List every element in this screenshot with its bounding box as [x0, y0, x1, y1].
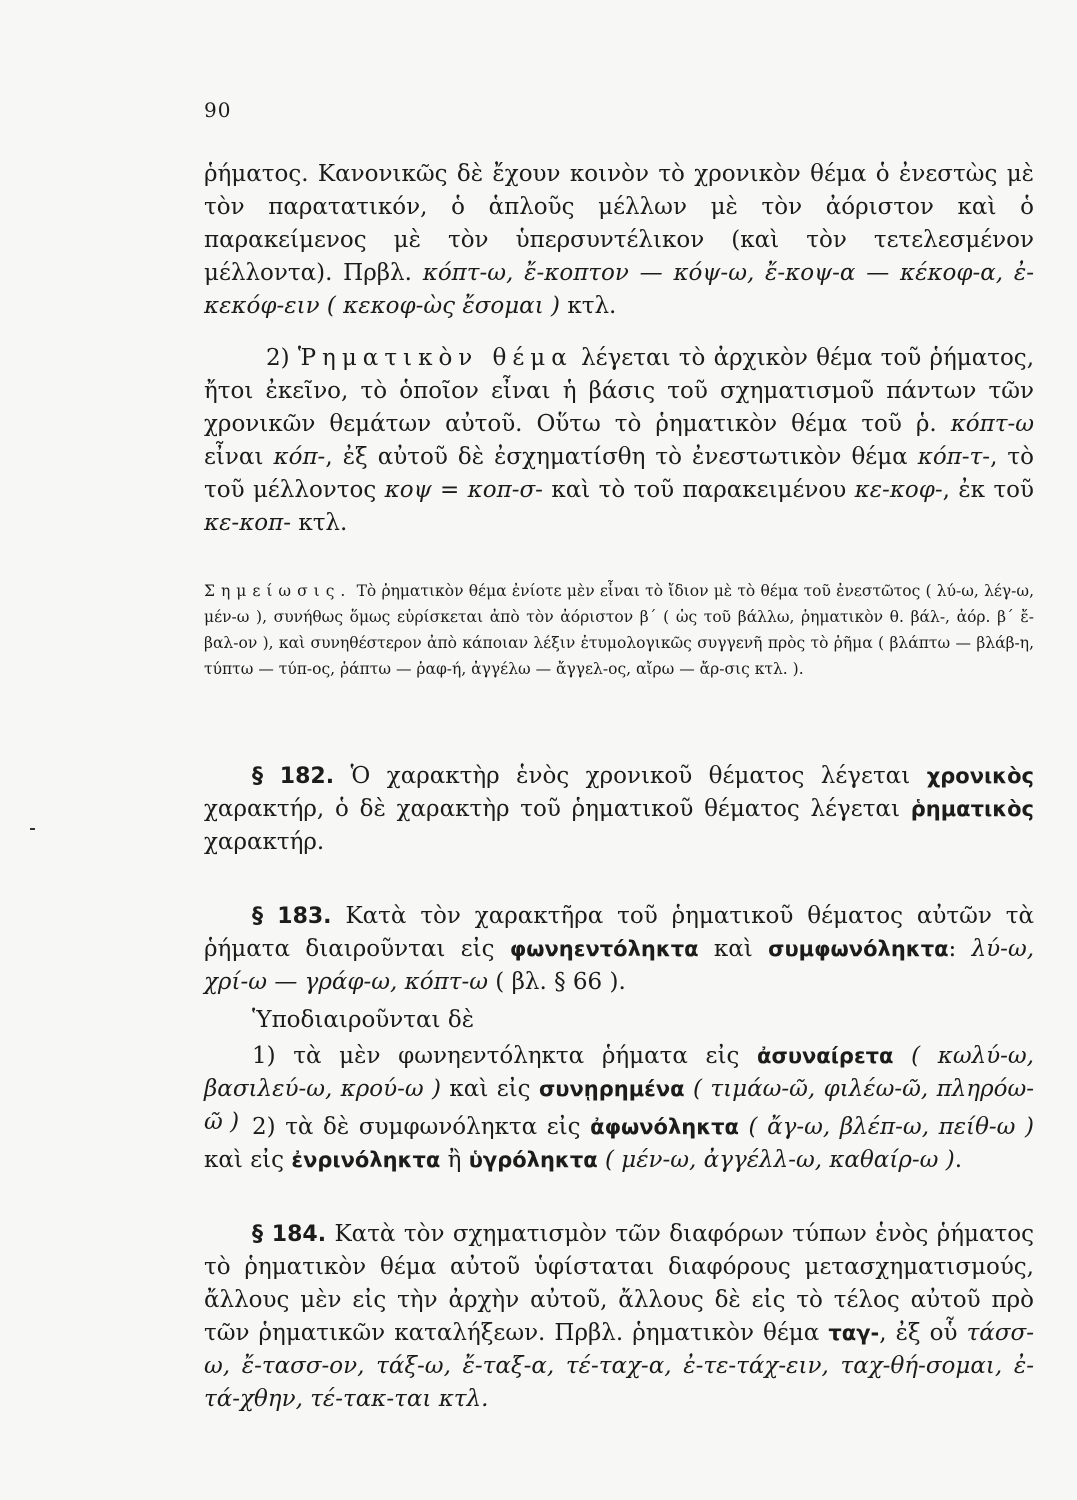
- example-form: κόπ-τ-: [917, 444, 991, 470]
- text-part: χαρακτήρ, ὁ δὲ χαρακτὴρ τοῦ ῥηματικοῦ θέματος λέγεται: [204, 796, 911, 822]
- text-part: καὶ εἰς: [441, 1076, 539, 1102]
- bold-term: συμφωνόληκτα: [768, 937, 949, 961]
- paragraph-chronikon-thema: [204, 158, 1034, 323]
- bold-term: φωνηεντόληκτα: [509, 937, 699, 961]
- example-forms: ( μέν-ω, ἀγγέλλ-ω, καθαίρ-ω ): [597, 1147, 955, 1173]
- example-form: κε-κοπ-: [204, 510, 292, 536]
- section-number: § 183.: [252, 904, 332, 929]
- bold-term: συνῃρημένα: [538, 1077, 685, 1101]
- note-semeiosis: [204, 578, 1034, 682]
- text-part: ἢ: [440, 1147, 469, 1173]
- list-item-2: [204, 1111, 1034, 1177]
- section-184: [204, 1218, 1034, 1416]
- text-part: καὶ: [698, 936, 769, 962]
- section-number: § 182.: [252, 764, 335, 789]
- page-number: 90: [204, 98, 232, 122]
- text-part: κτλ.: [291, 510, 348, 536]
- example-forms: τάσσ-ω, ἔ-τασσ-ον, τάξ-ω, ἔ-ταξ-α, τέ-ταχ-α, ἐ-τε-τάχ-ειν, ταχ-θή-σομαι, ἐ-τά-χθην, τέ-τακ-ται κτλ.: [204, 1320, 1034, 1412]
- example-form: κε-κοφ-: [854, 477, 943, 503]
- bold-term: ἀφωνόληκτα: [590, 1115, 739, 1139]
- text-part: ( βλ. § 66 ).: [487, 969, 626, 995]
- text-part: καὶ τὸ τοῦ παρακειμένου: [542, 477, 855, 503]
- example-form: κοψ = κοπ-σ-: [384, 477, 543, 503]
- bold-term: ἀσυναίρετα: [757, 1044, 894, 1068]
- text-part: τὰ δὲ συμφωνόληκτα εἰς: [275, 1114, 591, 1140]
- text-part: , ἐκ τοῦ: [942, 477, 1034, 503]
- text-part: , ἐξ οὗ: [879, 1320, 967, 1346]
- text-part: χαρακτήρ.: [204, 829, 325, 855]
- bold-term: χρονικὸς: [926, 764, 1034, 788]
- item-number: 2): [266, 345, 290, 371]
- section-number: § 184.: [252, 1222, 327, 1247]
- bold-term: ὑγρόληκτα: [468, 1148, 598, 1172]
- margin-mark: [30, 828, 35, 830]
- bold-term: ἐνρινόληκτα: [291, 1148, 441, 1172]
- text-part: τὰ μὲν φωνηεντόληκτα ῥήματα εἰς: [275, 1043, 758, 1069]
- paragraph-rhematikon-thema: [204, 342, 1034, 540]
- example-forms: ( τιμάω-ῶ, φιλέω-ῶ, πληρόω-ῶ ): [204, 1076, 1034, 1135]
- text-part: :: [948, 936, 972, 962]
- example-forms: ( κωλύ-ω, βασιλεύ-ω, κρού-ω ): [204, 1043, 1034, 1102]
- spaced-term: Ῥηματικὸν θέμα: [297, 345, 573, 371]
- subdivision-text: Ὑποδιαιροῦνται δὲ: [252, 1007, 475, 1033]
- item-number: 2): [252, 1114, 276, 1140]
- text-part: Ὁ χαρακτὴρ ἑνὸς χρονικοῦ θέματος λέγεται: [334, 763, 927, 789]
- example-forms: λύ-ω, χρί-ω — γράφ-ω, κόπτ-ω: [204, 936, 1035, 995]
- bold-term: ῥηματικὸς: [910, 797, 1034, 821]
- subdivision-line: [204, 1004, 1034, 1037]
- example-forms: ( ἄγ-ω, βλέπ-ω, πείθ-ω ): [738, 1114, 1035, 1140]
- text-part: .: [954, 1147, 962, 1173]
- text-part: καὶ εἰς: [204, 1147, 292, 1173]
- text-part: , ἐξ αὐτοῦ δὲ ἐσχηματίσθη τὸ ἐνεστωτικὸν θέμα: [325, 444, 918, 470]
- paragraph-text: ῥήματος. Κανονικῶς δὲ ἔχουν κοινὸν τὸ χρονικὸν θέμα ὁ ἐνεστὼς μὲ τὸν παρατατικόν, ὁ ἁπλοῦς μέλλων μὲ τὸν ἀόριστον καὶ ὁ παρακείμενος μὲ τὸν ὑπερσυντέλικον (καὶ τὸν τετελεσμένον μέλλοντα). Πρβλ.: [204, 161, 1034, 286]
- bold-term: ταγ-: [828, 1321, 880, 1345]
- section-183: [204, 900, 1034, 999]
- note-text: Τὸ ῥηματικὸν θέμα ἐνίοτε μὲν εἶναι τὸ ἴδιον μὲ τὸ θέμα τοῦ ἐνεστῶτος ( λύ-ω, λέγ-ω, μέν-ω ), συνήθως ὅμως εὑρίσκεται ἀπὸ τὸν ἀόριστον β΄ ( ὡς τοῦ βάλλω, ῥηματικὸν θ. βάλ-, ἀόρ. β΄ ἔ-βαλ-ον ), καὶ συνηθέστερον ἀπὸ κάποιαν λέξιν ἐτυμολογικῶς συγγενῆ πρὸς τὸ ῥῆμα ( βλάπτω — βλάβ-η, τύπτω — τύπ-ος, ῥάπτω — ῥαφ-ή, ἀγγέλω — ἄγγελ-ος, αἴρω — ἄρ-σις κτλ. ).: [204, 582, 1034, 678]
- section-182: [204, 760, 1034, 859]
- paragraph-end: κτλ.: [560, 293, 617, 319]
- text-part: Κατὰ τὸν χαρακτῆρα τοῦ ῥηματικοῦ θέματος αὐτῶν τὰ ῥήματα διαιροῦνται εἰς: [204, 903, 1034, 962]
- note-label: Σημείωσις.: [204, 582, 352, 600]
- text-part: εἶναι: [204, 444, 274, 470]
- example-form: κόπ-: [273, 444, 326, 470]
- text-part: , τὸ τοῦ μέλλοντος: [204, 444, 1034, 503]
- item-number: 1): [252, 1043, 276, 1069]
- text-part: Κατὰ τὸν σχηματισμὸν τῶν διαφόρων τύπων ἑνὸς ῥήματος τὸ ῥηματικὸν θέμα αὐτοῦ ὑφίσταται διαφόρους μετασχηματισμούς, ἄλλους μὲν εἰς τὴν ἀρχὴν αὐτοῦ, ἄλλους δὲ εἰς τὸ τέλος αὐτοῦ πρὸ τῶν ῥηματικῶν καταλήξεων. Πρβλ. ῥηματικὸν θέμα: [204, 1221, 1034, 1346]
- example-forms: κόπτ-ω, ἔ-κοπτον — κόψ-ω, ἔ-κοψ-α — κέκοφ-α, ἐ-κεκόφ-ειν ( κεκοφ-ὼς ἔσομαι ): [204, 260, 1034, 319]
- example-form: κόπτ-ω: [950, 411, 1034, 437]
- text-part: λέγεται τὸ ἀρχικὸν θέμα τοῦ ῥήματος, ἤτοι ἐκεῖνο, τὸ ὁποῖον εἶναι ἡ βάσις τοῦ σχηματισμοῦ πάντων τῶν χρονικῶν θεμάτων αὐτοῦ. Οὕτω τὸ ῥηματικὸν θέμα τοῦ ῥ.: [204, 345, 1035, 437]
